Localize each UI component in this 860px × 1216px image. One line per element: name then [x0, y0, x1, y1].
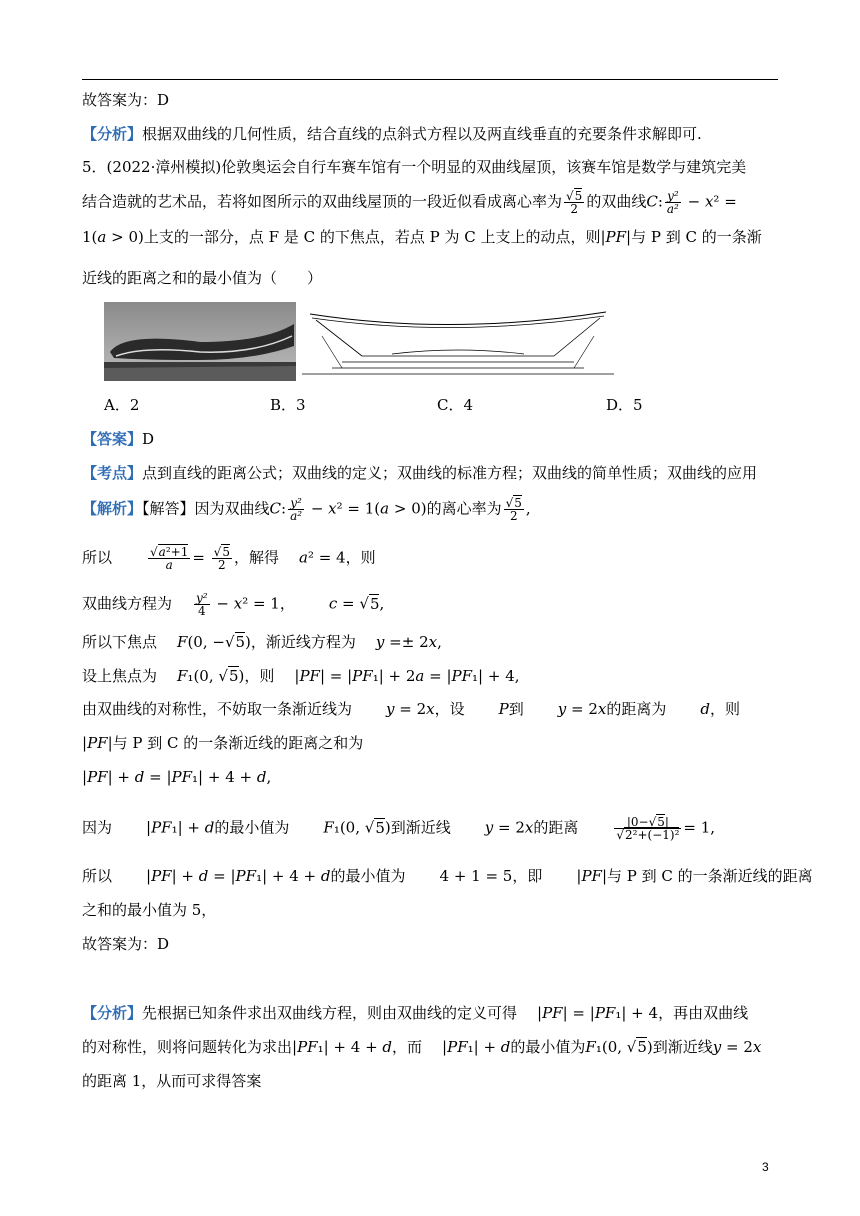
step-4-b: ，则: [244, 667, 275, 685]
final-answer-line: [82, 934, 169, 954]
kaodian-tag: 【考点】: [82, 464, 143, 482]
step-6: |PF|与 P 到 C 的一条渐近线的距离之和为: [82, 734, 364, 752]
step-8-a: 因为: [82, 818, 113, 837]
fx-text-2b: ，而: [392, 1038, 423, 1056]
q5-stem-3b: 与 P 到 C 的一条渐: [631, 228, 762, 246]
step-8: 因为 |PF₁| + d的最小值为 F₁(0, √5)到渐近线 y = 2x的距离 $\frac{|0-√5|}{\text{√2²+(−1)²}}$ = 1,: [82, 815, 716, 842]
prev-answer-text: 故答案为：D: [82, 91, 170, 109]
q5-stem-3a: 上支的一部分，点 F 是 C 的下焦点，若点 P 为 C 上支上的动点，则: [143, 228, 601, 246]
prev-analysis-line: [82, 124, 702, 144]
step-9-a: 所以: [82, 867, 113, 885]
fx-text-2d: 到渐近线: [652, 1038, 713, 1056]
step-2: 双曲线方程为 $\frac{\text{y²}}{4}$ − x² = 1， c = √5,: [82, 591, 385, 618]
jiexi-line: 【解析】【解答】因为双曲线C: $\frac{\text{y²}}{\text{a²}}$ − x² = 1(a > 0)的离心率为 $\frac{√5}{2}$ ,: [82, 496, 531, 523]
option-a: A．2: [104, 396, 140, 414]
prev-analysis-text: 根据双曲线的几何性质，结合直线的点斜式方程以及两直线垂直的充要条件求解即可.: [142, 125, 702, 143]
jiexi-tag: 【解析】: [82, 499, 143, 518]
kaodian-line: [82, 463, 757, 483]
page-number: 3: [762, 1160, 769, 1174]
fx-line-1: 【分析】先根据已知条件求出双曲线方程，则由双曲线的定义可得 |PF| = |PF₁| + 4，再由双曲线: [82, 1004, 749, 1022]
q5-line-1: [82, 157, 746, 177]
step-8-b: 的最小值为: [214, 818, 290, 837]
answer-value: D: [142, 430, 155, 448]
y2-over-a2: $\frac{\text{y²}}{\text{a²}}$: [666, 189, 679, 216]
jiexi-text-a: 【解答】因为双曲线: [142, 499, 270, 518]
step-3-b: ，渐近线方程为: [250, 633, 356, 651]
step-9-c: ，即: [512, 867, 543, 885]
fx-text-b: ，再由双曲线: [658, 1004, 749, 1022]
step-3-a: 所以下焦点: [82, 633, 158, 651]
kaodian-text: 点到直线的距离公式；双曲线的定义；双曲线的标准方程；双曲线的简单性质；双曲线的应用: [142, 464, 758, 482]
option-d: D．5: [606, 396, 643, 414]
jiexi-text-b: 的离心率为: [426, 499, 502, 518]
step-5: 由双曲线的对称性，不妨取一条渐近线为 y = 2x，设 P到 y = 2x的距离为 d，则: [82, 700, 740, 718]
option-c: C．4: [437, 396, 474, 414]
step-2-a: 双曲线方程为: [82, 594, 173, 613]
step-1: 所以 $\frac{\text{√a²+1}}{a}$ = $\frac{√5}{2}$ ，解得 a² = 4，则: [82, 545, 376, 572]
eccentricity-fraction: $\frac{√5}{2}$: [566, 189, 583, 216]
step-8-c: 到渐近线: [390, 818, 451, 837]
step-7: |PF| + d = |PF₁| + 4 + d,: [82, 768, 272, 786]
fx-text-2a: 的对称性，则将问题转化为求出: [82, 1038, 293, 1056]
step-4: 设上焦点为 F₁(0, √5)，则 |PF| = |PF₁| + 2a = |PF₁| + 4,: [82, 667, 520, 685]
fx-line-2: 的对称性，则将问题转化为求出|PF₁| + 4 + d，而 |PF₁| + d的最小值为F₁(0, √5)到渐近线y = 2x: [82, 1038, 762, 1056]
step-4-a: 设上焦点为: [82, 667, 158, 685]
velodrome-section-drawing: [302, 306, 614, 382]
step-10-text: 之和的最小值为 5，: [82, 901, 217, 919]
fx-text-3: 的距离 1，从而可求得答案: [82, 1072, 262, 1090]
step-1-a: 所以: [82, 548, 113, 567]
fx-text-2c: 的最小值为: [510, 1038, 586, 1056]
q5-stem-1: 5．(2022·漳州模拟)伦敦奥运会自行车赛车馆有一个明显的双曲线屋顶，该赛车馆是数学与建筑完美: [82, 158, 747, 176]
fx-tag: 【分析】: [82, 1004, 143, 1022]
prev-analysis-tag: 【分析】: [82, 125, 143, 143]
step-5-a: 由双曲线的对称性，不妨取一条渐近线为: [82, 700, 353, 718]
q5-stem-4: 近线的距离之和的最小值为（ ）: [82, 269, 323, 287]
q5-line-4: [82, 268, 322, 288]
q5-stem-2a: 结合造就的艺术品，若将如图所示的双曲线屋顶的一段近似看成离心率为: [82, 192, 563, 211]
fx-text-a: 先根据已知条件求出双曲线方程，则由双曲线的定义可得: [142, 1004, 518, 1022]
header-rule: [82, 79, 778, 80]
q5-line-3: 1(a > 0)上支的一部分，点 F 是 C 的下焦点，若点 P 为 C 上支上的动点，则|PF|与 P 到 C 的一条渐: [82, 228, 762, 246]
q5-line-2: 结合造就的艺术品，若将如图所示的双曲线屋顶的一段近似看成离心率为 $\frac{√5}{2}$ 的双曲线C: $\frac{\text{y²}}{\text{a²}}$ − x² =: [82, 189, 737, 216]
option-b: B．3: [270, 396, 306, 414]
fx-line-3: [82, 1071, 261, 1091]
step-5-b: ，设: [434, 700, 465, 718]
step-9: 所以 |PF| + d = |PF₁| + 4 + d的最小值为 4 + 1 = 5，即 |PF|与 P 到 C 的一条渐近线的距离: [82, 867, 813, 885]
step-10: [82, 900, 216, 920]
answer-line: [82, 429, 154, 449]
step-1-c: ，则: [345, 548, 376, 567]
q5-stem-2b: 的双曲线: [586, 192, 647, 211]
step-8-d: 的距离: [533, 818, 579, 837]
final-answer-text: 故答案为：D: [82, 935, 170, 953]
step-5-d: 的距离为: [606, 700, 667, 718]
step-1-b: ，解得: [233, 548, 279, 567]
step-9-b: 的最小值为: [330, 867, 406, 885]
prev-answer-line: [82, 90, 169, 110]
answer-tag: 【答案】: [82, 430, 143, 448]
step-5-c: 到: [508, 700, 524, 718]
step-6-text: 与 P 到 C 的一条渐近线的距离之和为: [112, 734, 364, 752]
step-3: 所以下焦点 F(0, −√5)，渐近线方程为 y =± 2x,: [82, 633, 442, 651]
step-5-e: ，则: [709, 700, 740, 718]
velodrome-photo: [104, 302, 296, 381]
step-9-d: 与 P 到 C 的一条渐近线的距离: [607, 867, 813, 885]
